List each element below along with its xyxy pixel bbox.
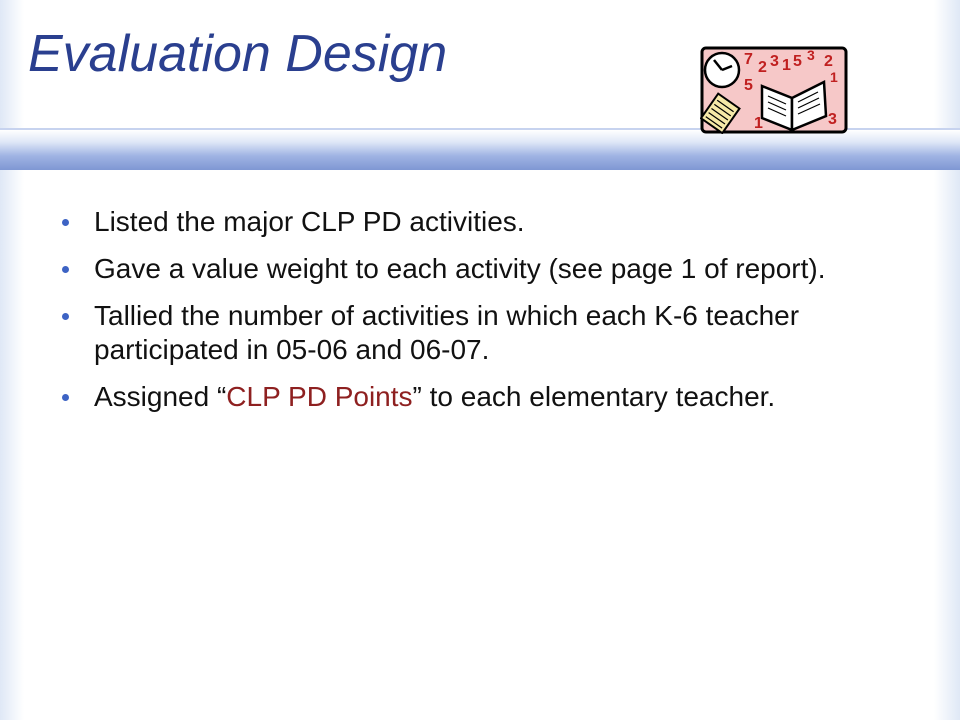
bullet-text: Tallied the number of activities in which each K-6 teacher participated in 05-06 and 06-07.	[94, 300, 800, 365]
clipart-number: 5	[793, 53, 802, 70]
clipart-number: 3	[807, 47, 815, 63]
bullet-item	[62, 205, 882, 239]
clipart-number: 2	[758, 59, 767, 76]
bullet-text-before: Assigned “	[94, 381, 227, 412]
bullet-text-after: ” to each elementary teacher.	[412, 381, 776, 412]
slide-title: Evaluation Design	[28, 25, 448, 83]
clipart-number: 1	[782, 57, 791, 74]
bullet-marker	[62, 266, 69, 273]
bullet-text: Listed the major CLP PD activities.	[94, 206, 525, 237]
clock-book-numbers-icon	[700, 46, 848, 134]
clipart-number: 3	[828, 111, 837, 128]
clipart-number: 7	[744, 51, 753, 68]
bullet-text: Gave a value weight to each activity (see page 1 of report).	[94, 253, 826, 284]
clipart-number: 1	[830, 69, 838, 85]
bullet-item	[62, 380, 882, 414]
bullet-item	[62, 252, 882, 286]
clipart-number: 5	[744, 77, 753, 94]
bullet-marker	[62, 219, 69, 226]
bullet-list	[62, 205, 882, 427]
clipart-number: 2	[824, 53, 833, 70]
bullet-marker	[62, 394, 69, 401]
bullet-marker	[62, 313, 69, 320]
highlighted-term: CLP PD Points	[226, 381, 413, 412]
clipart-number: 3	[770, 53, 779, 70]
clipart-number: 1	[754, 115, 763, 132]
bullet-item	[62, 299, 882, 367]
title-underline-bar	[0, 128, 960, 170]
